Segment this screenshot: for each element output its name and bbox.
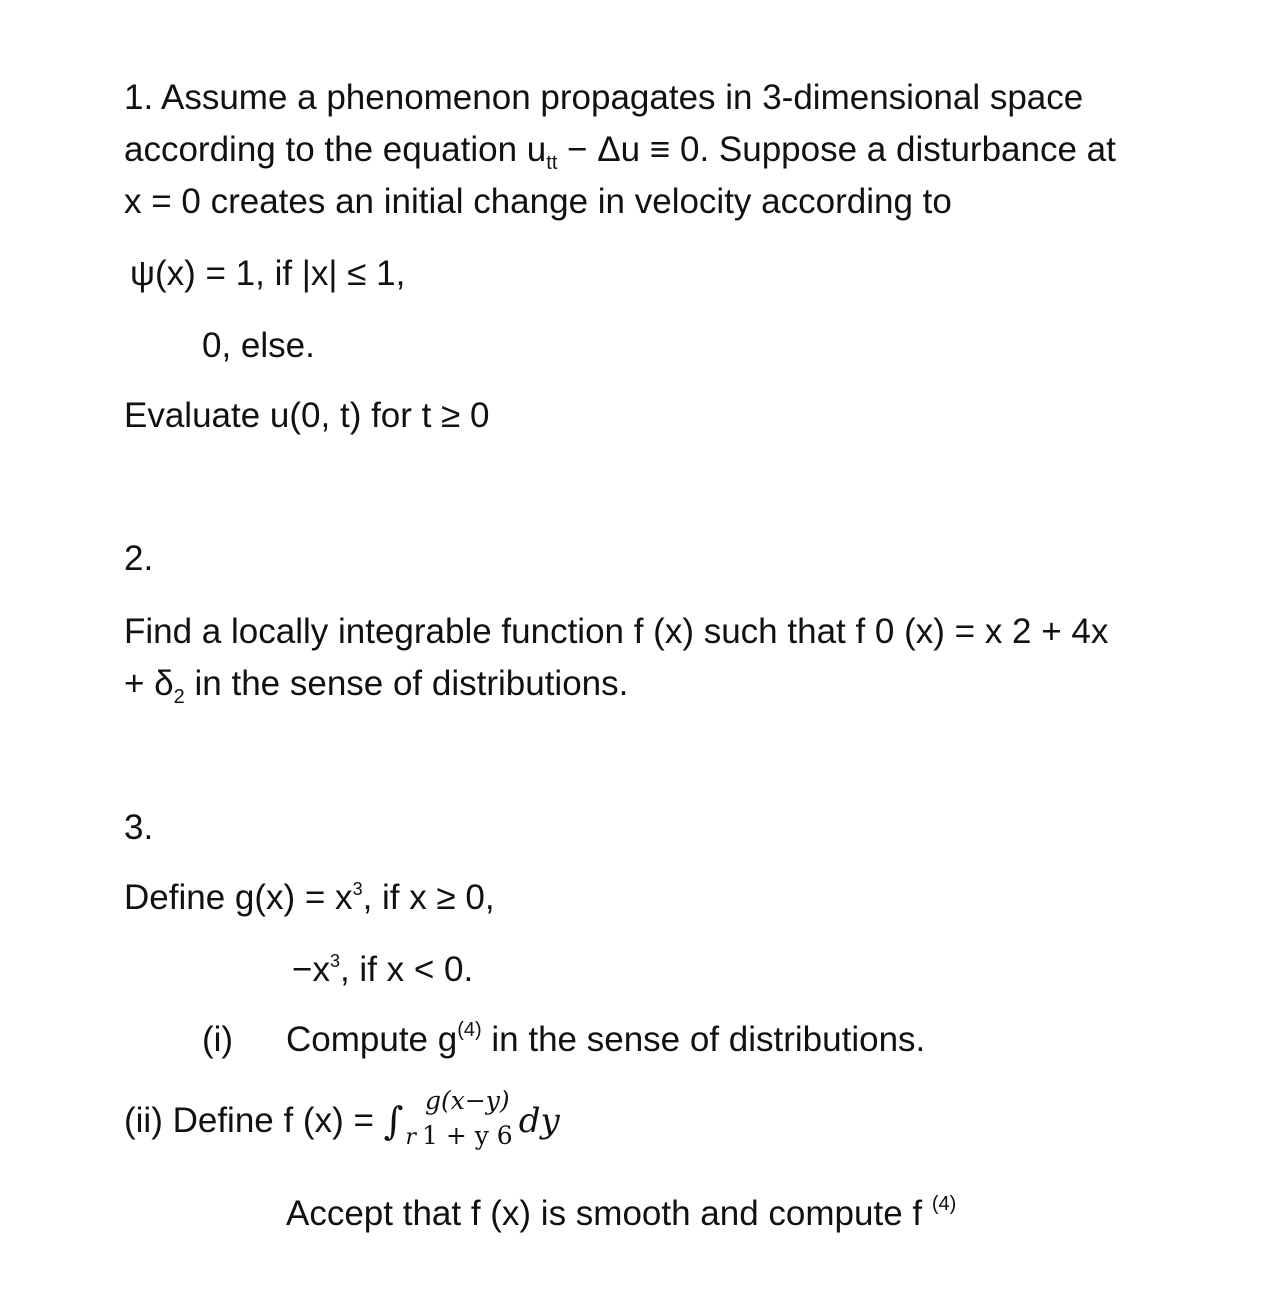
q1-line-1: 1. Assume a phenomenon propagates in 3-dimensional space	[124, 78, 1084, 117]
fraction-denominator: 1 + y 6	[421, 1121, 513, 1150]
superscript-4-b: (4)	[931, 1193, 957, 1215]
fraction-numerator: g(x−y)	[425, 1086, 510, 1115]
q1-case-1: ψ(x) = 1, if |x| ≤ 1,	[130, 254, 406, 293]
q3-case-2-start: −x	[292, 950, 330, 989]
integral-subscript: r	[405, 1124, 416, 1150]
q2-line-2-start: + δ	[124, 664, 174, 703]
q3-part-i-label: (i)	[202, 1020, 234, 1059]
differential-dy: dy	[518, 1100, 560, 1141]
q1-line-2	[124, 130, 1116, 174]
integral-sign: ∫	[383, 1098, 404, 1143]
q1-line-3: x = 0 creates an initial change in velocity according to	[124, 182, 952, 221]
q3-definition	[124, 880, 495, 915]
q3-part-ii-start: (ii) Define f (x) =	[124, 1100, 384, 1140]
integrand-fraction	[422, 1086, 513, 1151]
q2-line-2-end: in the sense of distributions.	[184, 664, 629, 703]
q1-task: Evaluate u(0, t) for t ≥ 0	[124, 396, 490, 435]
q3-case-2-end: , if x < 0.	[339, 950, 474, 989]
q1-line-2-start: according to the equation u	[124, 130, 547, 169]
q3-accept-text: Accept that f (x) is smooth and compute f	[286, 1194, 932, 1233]
q3-part-i	[286, 1019, 926, 1059]
q3-accept	[286, 1193, 957, 1233]
q3-case-2	[292, 952, 473, 987]
subscript-tt: tt	[546, 152, 558, 174]
q2-number: 2.	[124, 539, 154, 578]
q3-def-start: Define g(x) = x	[124, 878, 353, 917]
q3-part-ii	[124, 1086, 560, 1155]
subscript-2: 2	[173, 686, 185, 708]
q3-part-i-start: Compute g	[286, 1020, 458, 1059]
q2-line-2	[124, 664, 629, 708]
q3-number: 3.	[124, 808, 154, 847]
q3-def-end: , if x ≥ 0,	[362, 878, 495, 917]
q3-part-i-end: in the sense of distributions.	[481, 1020, 926, 1059]
q1-line-2-end: − Δu ≡ 0. Suppose a disturbance at	[557, 130, 1116, 169]
q1-case-2: 0, else.	[202, 326, 315, 365]
superscript-4: (4)	[457, 1019, 482, 1041]
superscript-3-b: 3	[329, 951, 340, 971]
q2-line-1: Find a locally integrable function f (x) such that f 0 (x) = x 2 + 4x	[124, 612, 1109, 651]
superscript-3: 3	[352, 879, 363, 899]
